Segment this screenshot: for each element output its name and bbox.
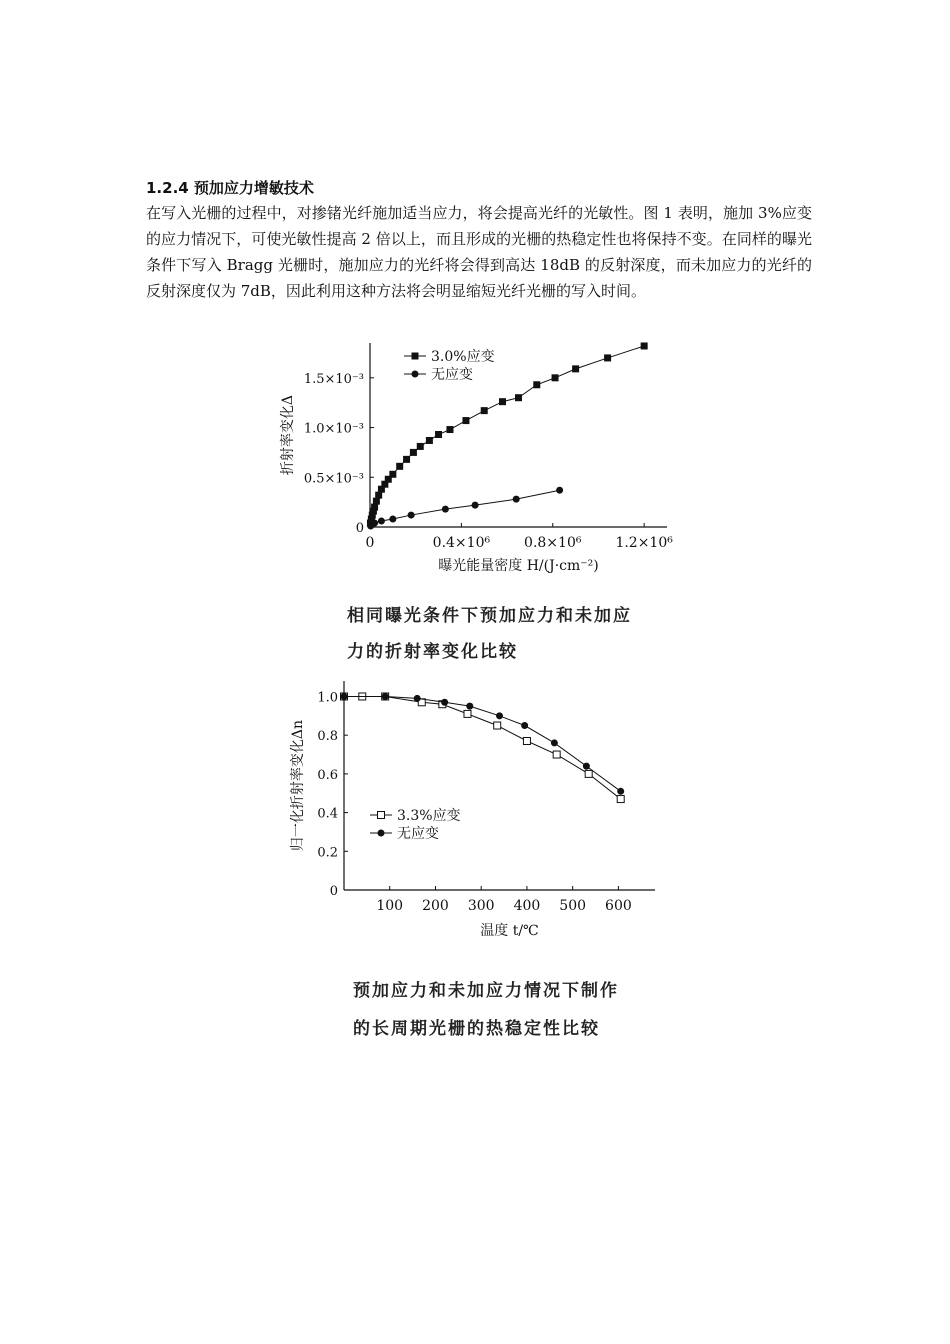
data-point <box>515 394 522 401</box>
x-tick-label: 100 <box>376 898 404 914</box>
data-point <box>585 770 592 777</box>
y-tick-label: 0.5×10⁻³ <box>303 471 364 487</box>
section-heading: 1.2.4 预加应力增敏技术 <box>146 179 314 197</box>
data-point <box>462 417 469 424</box>
x-tick-label: 600 <box>605 898 632 914</box>
x-axis-label: 曝光能量密度 H/(J·cm⁻²) <box>438 558 599 574</box>
data-point <box>389 516 396 523</box>
data-point <box>382 693 389 700</box>
series-line <box>344 696 621 799</box>
legend-label: 无应变 <box>431 367 473 383</box>
data-point <box>378 518 385 525</box>
y-tick-label: 0.6 <box>317 767 338 783</box>
legend-marker <box>412 353 419 360</box>
data-point <box>446 426 453 433</box>
y-tick-label: 0 <box>329 884 338 899</box>
data-point <box>341 693 348 700</box>
data-point <box>583 763 590 770</box>
data-point <box>414 695 421 702</box>
x-tick-label: 400 <box>513 898 541 914</box>
data-point <box>496 712 503 719</box>
legend-label: 3.0%应变 <box>431 349 495 365</box>
data-point <box>533 381 540 388</box>
data-point <box>371 520 378 527</box>
data-point <box>371 504 378 511</box>
data-point <box>375 492 382 499</box>
paragraph-text: 在写入光栅的过程中，对掺锗光纤施加适当应力，将会提高光纤的光敏性。图 1 表明，施加 3%应变的应力情况下，可使光敏性提高 2 倍以上，而且形成的光栅的热稳定性也将保持不变。在同样的曝光条件下写入 Bragg 光栅时，施加应力的光纤将会得到高达 18dB 的反射深度，而未加应力的光纤的反射深度仅为 7dB，因此利用这种方法将会明显缩短光纤光栅的写入时间。 <box>146 204 812 300</box>
y-axis-label: 折射率变化Δ <box>280 394 296 476</box>
y-axis-label: 归一化折射率变化Δn <box>290 719 306 852</box>
x-axis-label: 温度 t/℃ <box>480 923 539 939</box>
data-point <box>604 354 611 361</box>
x-tick-label: 0 <box>365 535 375 551</box>
data-point <box>556 487 563 494</box>
figure1-caption-line1: 相同曝光条件下预加应力和未加应 <box>347 606 632 626</box>
x-tick-label: 1.2×10⁶ <box>615 535 673 551</box>
data-point <box>523 737 530 744</box>
data-point <box>466 703 473 710</box>
y-tick-label: 0 <box>355 521 364 536</box>
y-tick-label: 0.4 <box>317 806 338 822</box>
figure1-caption <box>347 598 632 670</box>
data-point <box>572 365 579 372</box>
data-point <box>373 498 380 505</box>
series-line <box>371 490 560 526</box>
y-tick-label: 0.8 <box>317 729 338 745</box>
y-tick-label: 1.0×10⁻³ <box>303 421 364 437</box>
data-point <box>521 722 528 729</box>
figure2-caption-line1: 预加应力和未加应力情况下制作 <box>353 981 619 1001</box>
data-point <box>551 739 558 746</box>
data-point <box>403 456 410 463</box>
y-tick-label: 1.0 <box>317 690 338 706</box>
data-point <box>499 398 506 405</box>
data-point <box>426 437 433 444</box>
y-tick-label: 1.5×10⁻³ <box>303 371 364 387</box>
data-point <box>552 374 559 381</box>
data-point <box>481 407 488 414</box>
series-line <box>344 696 621 791</box>
x-tick-label: 300 <box>467 898 495 914</box>
legend-marker <box>412 371 419 378</box>
y-tick-label: 0.2 <box>317 845 338 861</box>
figure2-caption-line2: 的长周期光栅的热稳定性比较 <box>353 1019 600 1039</box>
data-point <box>441 699 448 706</box>
data-point <box>410 449 417 456</box>
legend-marker <box>378 830 385 837</box>
data-point <box>617 796 624 803</box>
x-tick-label: 500 <box>559 898 587 914</box>
data-point <box>464 710 471 717</box>
data-point <box>408 512 415 519</box>
data-point <box>442 506 449 513</box>
data-point <box>553 751 560 758</box>
data-point <box>617 788 624 795</box>
legend-label: 无应变 <box>397 826 439 842</box>
figure2-caption <box>353 972 619 1048</box>
data-point <box>396 463 403 470</box>
data-point <box>417 443 424 450</box>
x-tick-label: 200 <box>422 898 449 914</box>
data-point <box>641 342 648 349</box>
x-tick-label: 0.4×10⁶ <box>432 535 491 551</box>
data-point <box>389 471 396 478</box>
legend-label: 3.3%应变 <box>397 808 461 824</box>
data-point <box>435 431 442 438</box>
series-line <box>370 346 644 523</box>
figure1-caption-line2: 力的折射率变化比较 <box>347 642 518 662</box>
data-point <box>472 502 479 509</box>
data-point <box>494 722 501 729</box>
legend-marker <box>378 812 385 819</box>
data-point <box>513 496 520 503</box>
x-tick-label: 0.8×10⁶ <box>524 535 582 551</box>
